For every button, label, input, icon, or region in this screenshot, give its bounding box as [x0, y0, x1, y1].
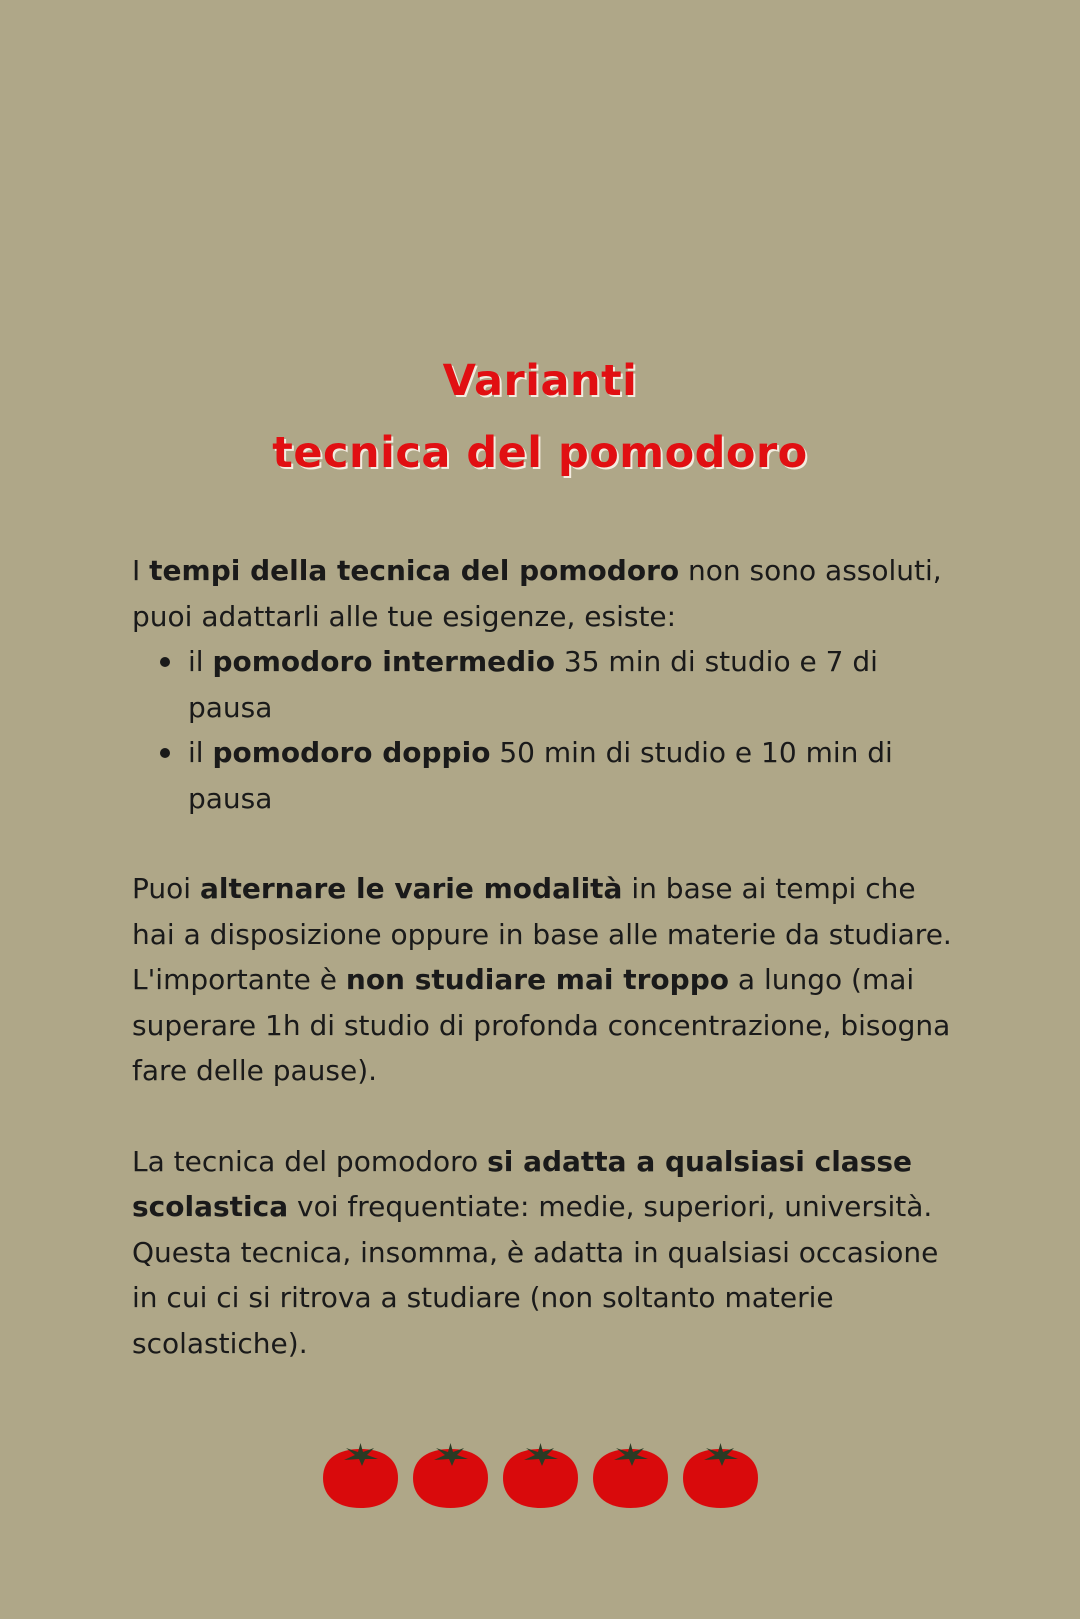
- page-title: [0, 345, 1080, 489]
- tomato-icon: [322, 1440, 399, 1510]
- text-span: Puoi: [132, 872, 200, 905]
- bold-span: pomodoro doppio: [212, 736, 491, 769]
- text-span: voi frequentiate: medie, superiori, università. Questa tecnica, insomma, è adatta in qualsiasi occasione in cui ci si ritrova a studiare (non soltanto materie scolastiche).: [132, 1190, 939, 1360]
- text-span: non sono assoluti, puoi adattarli alle tue esigenze, esiste:: [132, 554, 942, 633]
- spacer: [132, 821, 962, 866]
- tomato-row: [322, 1440, 762, 1515]
- bold-span: pomodoro intermedio: [212, 645, 555, 678]
- text-span: a lungo (mai superare 1h di studio di profonda concentrazione, bisogna fare delle pause).: [132, 963, 951, 1087]
- bold-span: tempi della tecnica del pomodoro: [149, 554, 680, 587]
- tomato-icon: [592, 1440, 669, 1510]
- text-span: il: [188, 736, 213, 769]
- paragraph-modes: [132, 866, 962, 1094]
- variants-list: [132, 639, 962, 821]
- tomato-icon: [682, 1440, 759, 1510]
- bold-span: si adatta a qualsiasi classe scolastica: [132, 1144, 913, 1223]
- bold-span: alternare le varie modalità: [199, 872, 623, 905]
- bold-span: non studiare mai troppo: [345, 963, 729, 996]
- paragraph-school: [132, 1139, 962, 1367]
- text-span: I: [132, 554, 150, 587]
- text-span: in base ai tempi che hai a disposizione oppure in base alle materie da studiare. L'importante è: [132, 872, 952, 996]
- text-span: il: [188, 645, 213, 678]
- text-span: La tecnica del pomodoro: [132, 1144, 488, 1178]
- spacer: [132, 1094, 962, 1139]
- paragraph-intro: [132, 548, 962, 639]
- title-line-2: tecnica del pomodoro: [272, 428, 808, 478]
- title-line-1: Varianti: [442, 356, 638, 406]
- list-item: [188, 639, 962, 730]
- text-span: 35 min di studio e 7 di pausa: [188, 645, 878, 724]
- tomato-icon: [412, 1440, 489, 1510]
- list-item: [188, 730, 962, 821]
- main-content: [132, 548, 962, 1366]
- text-span: 50 min di studio e 10 min di pausa: [188, 736, 893, 815]
- tomato-icon: [502, 1440, 579, 1510]
